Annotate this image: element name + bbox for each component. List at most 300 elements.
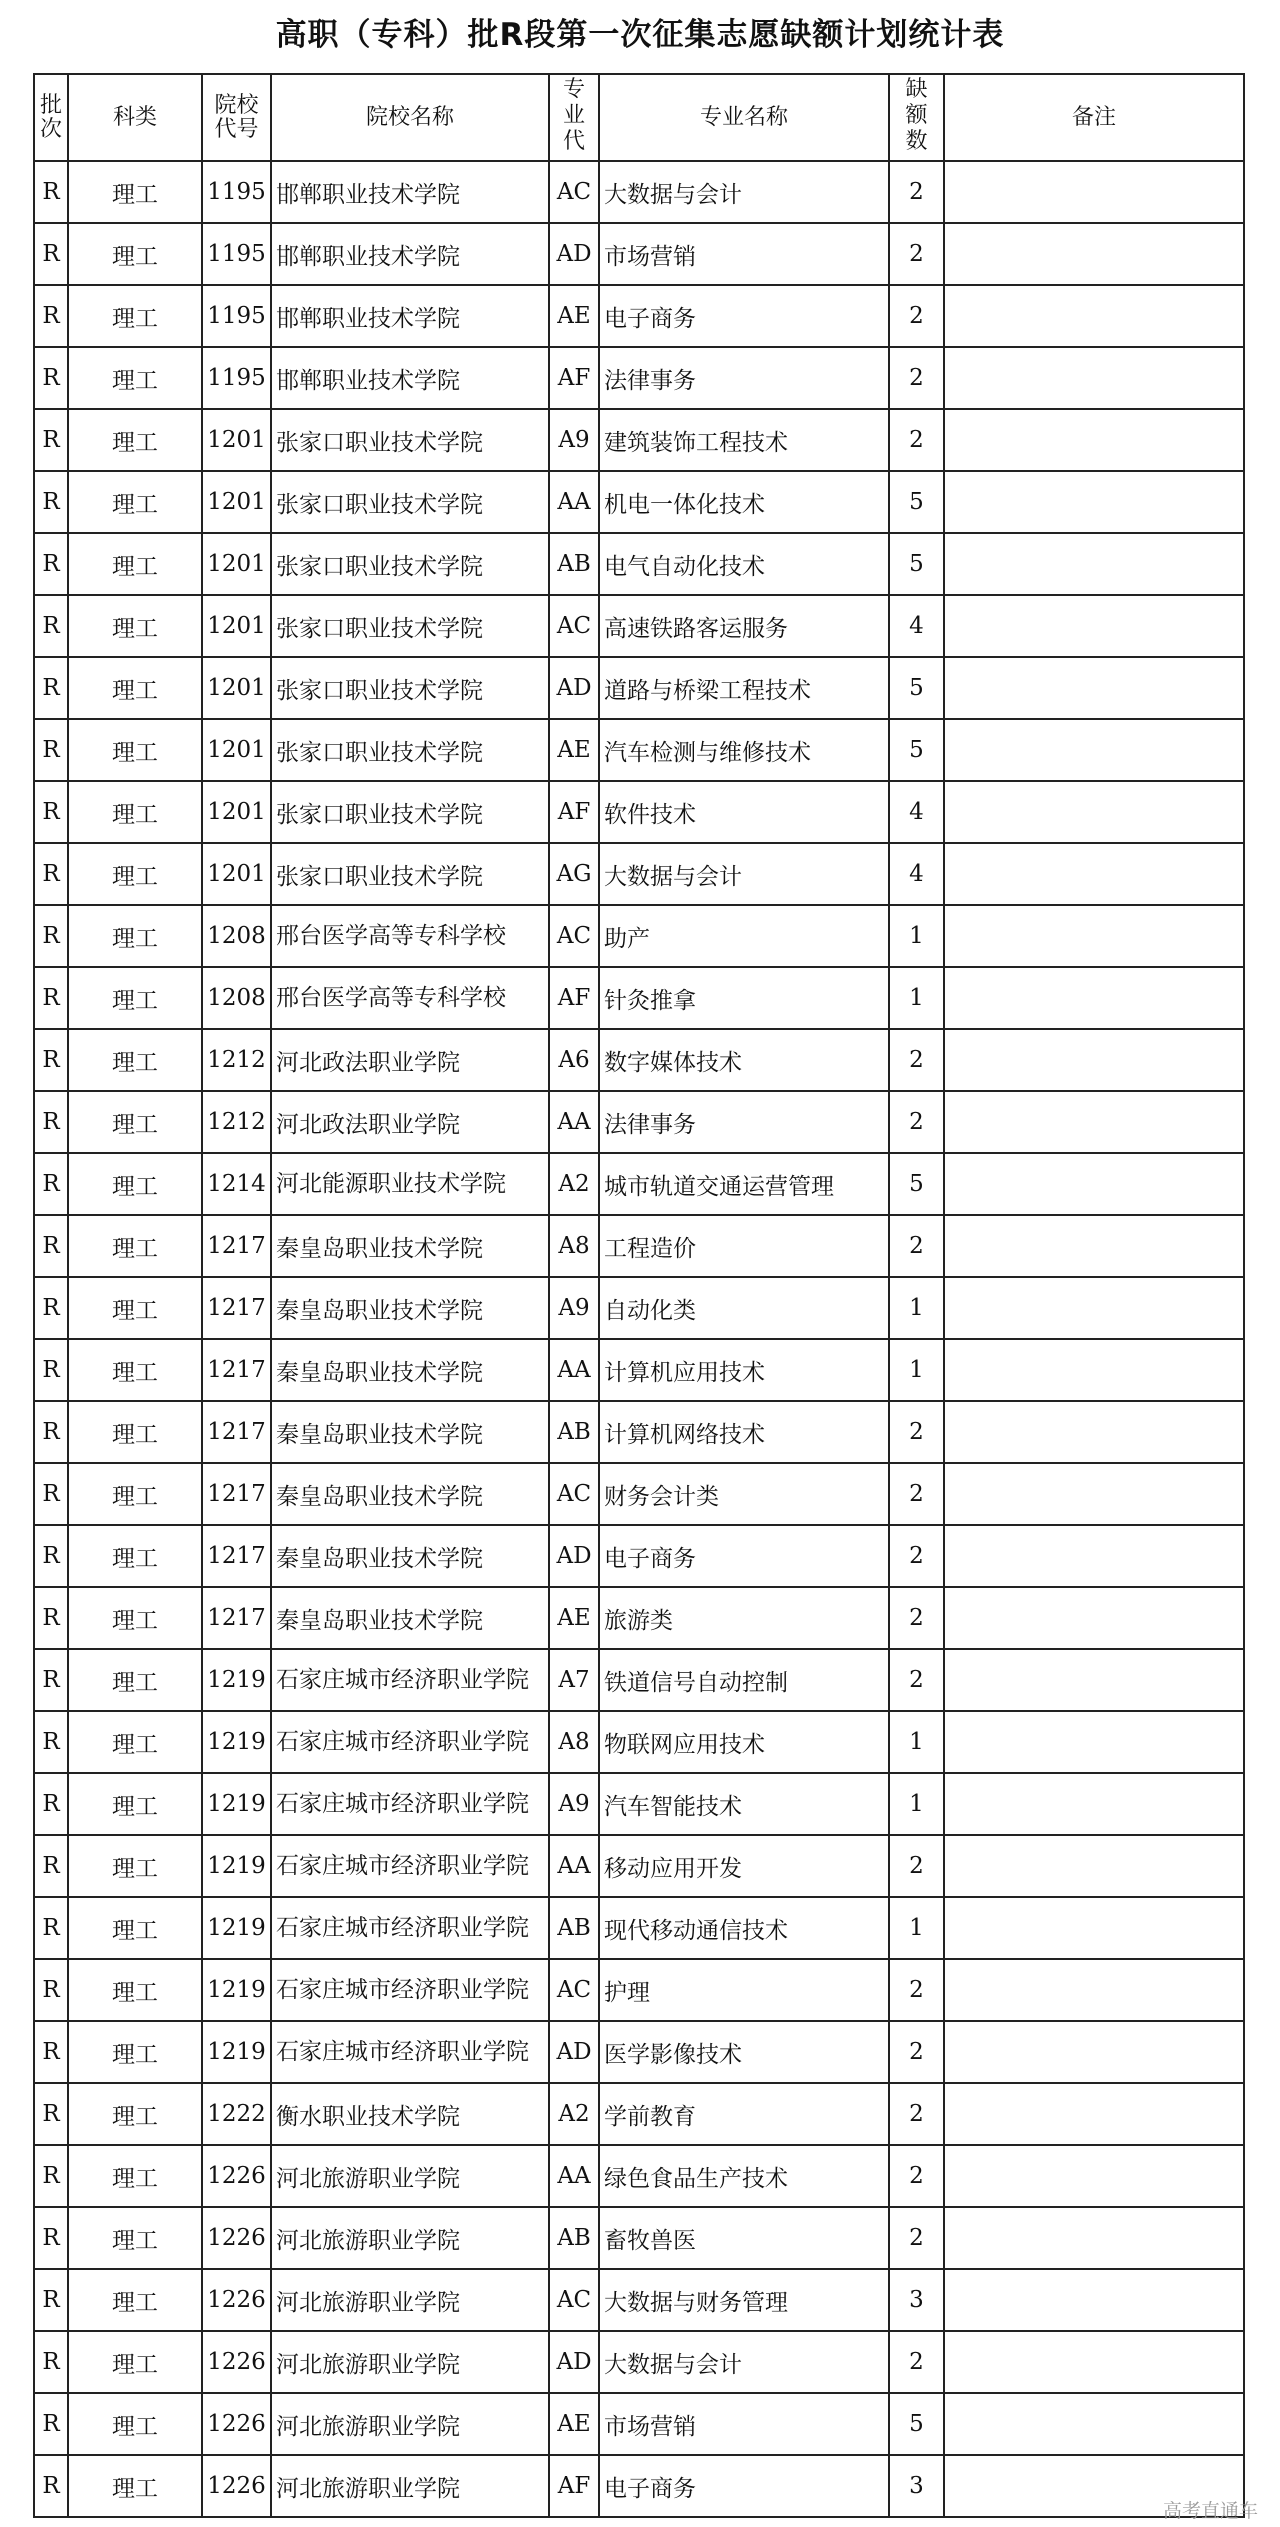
cell-shortfall: 2 (889, 1029, 944, 1091)
cell-remark (944, 285, 1244, 347)
table-row (34, 967, 1244, 1029)
cell-shortfall: 2 (889, 1215, 944, 1277)
cell-major-name: 汽车智能技术 (599, 1773, 889, 1835)
cell-remark (944, 1339, 1244, 1401)
school-name-text: 石家庄城市经济职业学院 (276, 1853, 529, 1879)
cell-school-code: 1201 (202, 781, 271, 843)
cell-school-code: 1217 (202, 1463, 271, 1525)
table-row (34, 533, 1244, 595)
table-row (34, 471, 1244, 533)
table-row (34, 161, 1244, 223)
cell-category: 理工 (68, 843, 202, 905)
cell-shortfall: 2 (889, 409, 944, 471)
cell-category: 理工 (68, 1959, 202, 2021)
cell-major-code: AA (549, 2145, 599, 2207)
cell-shortfall: 2 (889, 1835, 944, 1897)
table-row (34, 1401, 1244, 1463)
cell-remark (944, 1525, 1244, 1587)
cell-school-name: 张家口职业技术学院 (271, 471, 549, 533)
cell-school-code: 1195 (202, 223, 271, 285)
table-row (34, 2083, 1244, 2145)
cell-major-name: 软件技术 (599, 781, 889, 843)
cell-category: 理工 (68, 1401, 202, 1463)
cell-school-name: 秦皇岛职业技术学院 (271, 1339, 549, 1401)
school-name-text: 石家庄城市经济职业学院 (276, 2039, 529, 2065)
cell-major-code: A9 (549, 409, 599, 471)
cell-shortfall: 4 (889, 781, 944, 843)
cell-category: 理工 (68, 1339, 202, 1401)
table-row (34, 595, 1244, 657)
cell-school-code: 1195 (202, 285, 271, 347)
cell-category: 理工 (68, 1029, 202, 1091)
header-major-code-label: 专业代 (562, 77, 585, 154)
table-row (34, 1091, 1244, 1153)
cell-school-name: 秦皇岛职业技术学院 (271, 1277, 549, 1339)
cell-school-name: 河北政法职业学院 (271, 1029, 549, 1091)
cell-shortfall: 2 (889, 1959, 944, 2021)
cell-remark (944, 1649, 1244, 1711)
cell-school-name: 邯郸职业技术学院 (271, 285, 549, 347)
cell-shortfall: 1 (889, 1277, 944, 1339)
cell-major-code: AB (549, 1897, 599, 1959)
cell-school-code: 1201 (202, 657, 271, 719)
cell-school-code: 1208 (202, 905, 271, 967)
cell-major-code: AE (549, 2393, 599, 2455)
school-name-text: 邢台医学高等专科学校 (276, 923, 506, 949)
table-row (34, 1215, 1244, 1277)
cell-remark (944, 595, 1244, 657)
cell-category: 理工 (68, 2083, 202, 2145)
cell-batch: R (34, 1091, 68, 1153)
cell-school-name: 河北旅游职业学院 (271, 2393, 549, 2455)
page-title: 高职（专科）批R段第一次征集志愿缺额计划统计表 (275, 17, 1005, 53)
cell-major-code: A9 (549, 1277, 599, 1339)
cell-shortfall: 3 (889, 2269, 944, 2331)
cell-major-name: 物联网应用技术 (599, 1711, 889, 1773)
cell-shortfall: 1 (889, 905, 944, 967)
cell-shortfall: 5 (889, 657, 944, 719)
cell-school-name (271, 967, 549, 1029)
cell-school-code: 1217 (202, 1339, 271, 1401)
cell-batch: R (34, 1711, 68, 1773)
cell-school-code: 1201 (202, 471, 271, 533)
cell-category: 理工 (68, 1277, 202, 1339)
cell-remark (944, 1091, 1244, 1153)
school-name-text: 石家庄城市经济职业学院 (276, 1915, 529, 1941)
cell-shortfall: 2 (889, 285, 944, 347)
cell-major-name: 绿色食品生产技术 (599, 2145, 889, 2207)
cell-major-name: 电子商务 (599, 2455, 889, 2517)
table-row (34, 1897, 1244, 1959)
cell-batch: R (34, 1649, 68, 1711)
table-row (34, 905, 1244, 967)
cell-category: 理工 (68, 1897, 202, 1959)
cell-remark (944, 1587, 1244, 1649)
cell-category: 理工 (68, 967, 202, 1029)
cell-batch: R (34, 347, 68, 409)
cell-major-name: 高速铁路客运服务 (599, 595, 889, 657)
cell-category: 理工 (68, 2455, 202, 2517)
cell-batch: R (34, 967, 68, 1029)
cell-remark (944, 1835, 1244, 1897)
cell-batch: R (34, 1773, 68, 1835)
cell-remark (944, 2145, 1244, 2207)
header-major-code (549, 74, 599, 161)
cell-school-code: 1212 (202, 1091, 271, 1153)
cell-major-name: 大数据与会计 (599, 2331, 889, 2393)
cell-batch: R (34, 1587, 68, 1649)
cell-major-code: A8 (549, 1711, 599, 1773)
cell-major-code: A2 (549, 1153, 599, 1215)
cell-category: 理工 (68, 1711, 202, 1773)
cell-school-code: 1195 (202, 347, 271, 409)
cell-batch: R (34, 1525, 68, 1587)
cell-school-code: 1226 (202, 2269, 271, 2331)
cell-major-code: AA (549, 1091, 599, 1153)
school-name-text: 邢台医学高等专科学校 (276, 985, 506, 1011)
cell-batch: R (34, 471, 68, 533)
cell-category: 理工 (68, 1649, 202, 1711)
cell-school-code: 1217 (202, 1401, 271, 1463)
cell-school-name: 张家口职业技术学院 (271, 843, 549, 905)
cell-shortfall: 5 (889, 471, 944, 533)
cell-school-name: 秦皇岛职业技术学院 (271, 1525, 549, 1587)
cell-school-name: 河北政法职业学院 (271, 1091, 549, 1153)
table-row (34, 2145, 1244, 2207)
cell-school-name (271, 1153, 549, 1215)
cell-school-name: 邯郸职业技术学院 (271, 347, 549, 409)
cell-shortfall: 1 (889, 1773, 944, 1835)
cell-category: 理工 (68, 347, 202, 409)
cell-remark (944, 2021, 1244, 2083)
cell-remark (944, 657, 1244, 719)
cell-major-name: 数字媒体技术 (599, 1029, 889, 1091)
cell-shortfall: 2 (889, 2083, 944, 2145)
cell-major-code: AB (549, 1401, 599, 1463)
cell-remark (944, 2207, 1244, 2269)
cell-category: 理工 (68, 2207, 202, 2269)
cell-major-name: 铁道信号自动控制 (599, 1649, 889, 1711)
cell-major-name: 畜牧兽医 (599, 2207, 889, 2269)
cell-school-name: 秦皇岛职业技术学院 (271, 1587, 549, 1649)
cell-major-code: A2 (549, 2083, 599, 2145)
table-row (34, 1463, 1244, 1525)
cell-major-code: AC (549, 905, 599, 967)
cell-shortfall: 4 (889, 843, 944, 905)
cell-batch: R (34, 1897, 68, 1959)
cell-school-code: 1201 (202, 843, 271, 905)
cell-major-name: 电子商务 (599, 285, 889, 347)
cell-school-code: 1219 (202, 1835, 271, 1897)
cell-major-code: AA (549, 471, 599, 533)
cell-major-code: AB (549, 2207, 599, 2269)
cell-school-code: 1219 (202, 1711, 271, 1773)
cell-major-code: AG (549, 843, 599, 905)
cell-batch: R (34, 719, 68, 781)
cell-school-name: 河北旅游职业学院 (271, 2145, 549, 2207)
cell-batch: R (34, 2145, 68, 2207)
cell-school-code: 1219 (202, 1649, 271, 1711)
cell-major-code: AE (549, 1587, 599, 1649)
cell-batch: R (34, 409, 68, 471)
cell-remark (944, 1463, 1244, 1525)
cell-school-name: 秦皇岛职业技术学院 (271, 1215, 549, 1277)
cell-remark (944, 1401, 1244, 1463)
cell-batch: R (34, 2207, 68, 2269)
cell-school-code: 1212 (202, 1029, 271, 1091)
cell-major-name: 建筑装饰工程技术 (599, 409, 889, 471)
cell-major-name: 市场营销 (599, 223, 889, 285)
cell-remark (944, 1773, 1244, 1835)
cell-category: 理工 (68, 657, 202, 719)
cell-shortfall: 1 (889, 967, 944, 1029)
cell-shortfall: 2 (889, 1525, 944, 1587)
cell-school-code: 1219 (202, 1773, 271, 1835)
cell-category: 理工 (68, 1153, 202, 1215)
table-row (34, 2021, 1244, 2083)
cell-batch: R (34, 1339, 68, 1401)
cell-remark (944, 409, 1244, 471)
cell-category: 理工 (68, 1587, 202, 1649)
cell-remark (944, 905, 1244, 967)
cell-major-code: A7 (549, 1649, 599, 1711)
cell-school-code: 1226 (202, 2207, 271, 2269)
cell-batch: R (34, 2021, 68, 2083)
school-name-text: 石家庄城市经济职业学院 (276, 1977, 529, 2003)
table-row (34, 223, 1244, 285)
cell-remark (944, 223, 1244, 285)
table-row (34, 1153, 1244, 1215)
school-name-text: 石家庄城市经济职业学院 (276, 1791, 529, 1817)
cell-batch: R (34, 905, 68, 967)
cell-shortfall: 3 (889, 2455, 944, 2517)
cell-shortfall: 4 (889, 595, 944, 657)
cell-batch: R (34, 843, 68, 905)
cell-school-name (271, 2021, 549, 2083)
cell-school-name (271, 1959, 549, 2021)
cell-major-name: 医学影像技术 (599, 2021, 889, 2083)
cell-school-name: 河北旅游职业学院 (271, 2455, 549, 2517)
cell-category: 理工 (68, 1463, 202, 1525)
school-name-text: 石家庄城市经济职业学院 (276, 1729, 529, 1755)
cell-major-name: 汽车检测与维修技术 (599, 719, 889, 781)
cell-school-code: 1195 (202, 161, 271, 223)
table-row (34, 1649, 1244, 1711)
header-batch (34, 74, 68, 161)
cell-school-code: 1201 (202, 719, 271, 781)
cell-major-code: A6 (549, 1029, 599, 1091)
cell-shortfall: 2 (889, 1587, 944, 1649)
header-school-code-label: 院校代号 (214, 92, 259, 142)
cell-remark (944, 1029, 1244, 1091)
cell-batch: R (34, 1959, 68, 2021)
cell-shortfall: 2 (889, 2331, 944, 2393)
cell-major-name: 计算机网络技术 (599, 1401, 889, 1463)
cell-school-name (271, 1835, 549, 1897)
cell-shortfall: 2 (889, 1649, 944, 1711)
cell-major-code: AF (549, 2455, 599, 2517)
cell-batch: R (34, 657, 68, 719)
cell-batch: R (34, 595, 68, 657)
cell-batch: R (34, 1153, 68, 1215)
header-school-code (202, 74, 271, 161)
cell-major-name: 针灸推拿 (599, 967, 889, 1029)
cell-batch: R (34, 1463, 68, 1525)
table-row (34, 1773, 1244, 1835)
cell-remark (944, 533, 1244, 595)
school-name-text: 石家庄城市经济职业学院 (276, 1667, 529, 1693)
cell-shortfall: 2 (889, 347, 944, 409)
cell-shortfall: 2 (889, 1463, 944, 1525)
cell-shortfall: 5 (889, 1153, 944, 1215)
table-row (34, 1277, 1244, 1339)
table-row (34, 781, 1244, 843)
cell-category: 理工 (68, 1215, 202, 1277)
cell-batch: R (34, 161, 68, 223)
cell-major-code: AF (549, 781, 599, 843)
cell-category: 理工 (68, 223, 202, 285)
cell-school-code: 1217 (202, 1215, 271, 1277)
cell-shortfall: 2 (889, 2145, 944, 2207)
cell-shortfall: 1 (889, 1339, 944, 1401)
cell-major-code: AE (549, 719, 599, 781)
cell-major-name: 机电一体化技术 (599, 471, 889, 533)
school-name-text: 河北能源职业技术学院 (276, 1171, 506, 1197)
cell-shortfall: 2 (889, 2021, 944, 2083)
cell-school-name: 河北旅游职业学院 (271, 2331, 549, 2393)
cell-batch: R (34, 781, 68, 843)
cell-category: 理工 (68, 905, 202, 967)
table-row (34, 2207, 1244, 2269)
cell-major-code: AF (549, 347, 599, 409)
cell-school-name (271, 1897, 549, 1959)
cell-remark (944, 967, 1244, 1029)
header-shortfall (889, 74, 944, 161)
cell-batch: R (34, 2393, 68, 2455)
cell-major-code: A8 (549, 1215, 599, 1277)
cell-school-name: 张家口职业技术学院 (271, 533, 549, 595)
cell-category: 理工 (68, 1835, 202, 1897)
table-row (34, 719, 1244, 781)
cell-school-code: 1219 (202, 2021, 271, 2083)
cell-major-name: 电气自动化技术 (599, 533, 889, 595)
table-row (34, 2393, 1244, 2455)
cell-major-name: 财务会计类 (599, 1463, 889, 1525)
header-major-name: 专业名称 (599, 74, 889, 161)
table-body (34, 161, 1244, 2517)
cell-shortfall: 5 (889, 2393, 944, 2455)
table-row (34, 347, 1244, 409)
table-row (34, 843, 1244, 905)
cell-school-code: 1222 (202, 2083, 271, 2145)
cell-shortfall: 2 (889, 1401, 944, 1463)
header-category: 科类 (68, 74, 202, 161)
cell-remark (944, 1277, 1244, 1339)
cell-category: 理工 (68, 2393, 202, 2455)
cell-major-code: AC (549, 1959, 599, 2021)
table-row (34, 285, 1244, 347)
cell-batch: R (34, 223, 68, 285)
cell-batch: R (34, 1277, 68, 1339)
cell-major-code: AD (549, 2021, 599, 2083)
table-row (34, 657, 1244, 719)
cell-major-name: 工程造价 (599, 1215, 889, 1277)
cell-category: 理工 (68, 533, 202, 595)
cell-school-name: 张家口职业技术学院 (271, 781, 549, 843)
cell-remark (944, 1153, 1244, 1215)
table-row (34, 2331, 1244, 2393)
table-row (34, 1339, 1244, 1401)
cell-category: 理工 (68, 595, 202, 657)
table-row (34, 1711, 1244, 1773)
cell-batch: R (34, 285, 68, 347)
cell-school-name: 张家口职业技术学院 (271, 719, 549, 781)
cell-school-name: 张家口职业技术学院 (271, 657, 549, 719)
cell-school-code: 1201 (202, 533, 271, 595)
cell-batch: R (34, 2455, 68, 2517)
cell-major-code: AC (549, 2269, 599, 2331)
cell-school-code: 1226 (202, 2393, 271, 2455)
cell-shortfall: 5 (889, 533, 944, 595)
cell-batch: R (34, 2331, 68, 2393)
cell-major-code: AA (549, 1835, 599, 1897)
cell-major-code: AD (549, 223, 599, 285)
table-row (34, 1959, 1244, 2021)
cell-remark (944, 347, 1244, 409)
cell-major-name: 移动应用开发 (599, 1835, 889, 1897)
cell-major-name: 学前教育 (599, 2083, 889, 2145)
cell-major-name: 旅游类 (599, 1587, 889, 1649)
cell-category: 理工 (68, 2331, 202, 2393)
cell-school-code: 1208 (202, 967, 271, 1029)
cell-remark (944, 161, 1244, 223)
cell-remark (944, 2331, 1244, 2393)
cell-major-code: AC (549, 161, 599, 223)
cell-batch: R (34, 533, 68, 595)
cell-major-code: AC (549, 595, 599, 657)
cell-shortfall: 2 (889, 223, 944, 285)
cell-school-name: 邯郸职业技术学院 (271, 161, 549, 223)
cell-category: 理工 (68, 1091, 202, 1153)
cell-category: 理工 (68, 285, 202, 347)
cell-school-code: 1201 (202, 595, 271, 657)
cell-major-name: 大数据与财务管理 (599, 2269, 889, 2331)
cell-major-name: 市场营销 (599, 2393, 889, 2455)
cell-category: 理工 (68, 471, 202, 533)
cell-major-code: AF (549, 967, 599, 1029)
cell-batch: R (34, 1401, 68, 1463)
cell-remark (944, 2269, 1244, 2331)
cell-school-name: 张家口职业技术学院 (271, 595, 549, 657)
cell-major-name: 城市轨道交通运营管理 (599, 1153, 889, 1215)
cell-school-name: 张家口职业技术学院 (271, 409, 549, 471)
cell-school-name (271, 1773, 549, 1835)
cell-major-code: AB (549, 533, 599, 595)
cell-major-name: 现代移动通信技术 (599, 1897, 889, 1959)
table-row (34, 2455, 1244, 2517)
cell-remark (944, 843, 1244, 905)
cell-remark (944, 1215, 1244, 1277)
header-school-name: 院校名称 (271, 74, 549, 161)
cell-shortfall: 1 (889, 1711, 944, 1773)
cell-category: 理工 (68, 719, 202, 781)
cell-school-code: 1219 (202, 1959, 271, 2021)
cell-category: 理工 (68, 2269, 202, 2331)
cell-remark (944, 1959, 1244, 2021)
cell-major-name: 道路与桥梁工程技术 (599, 657, 889, 719)
cell-category: 理工 (68, 2145, 202, 2207)
cell-major-code: AD (549, 2331, 599, 2393)
